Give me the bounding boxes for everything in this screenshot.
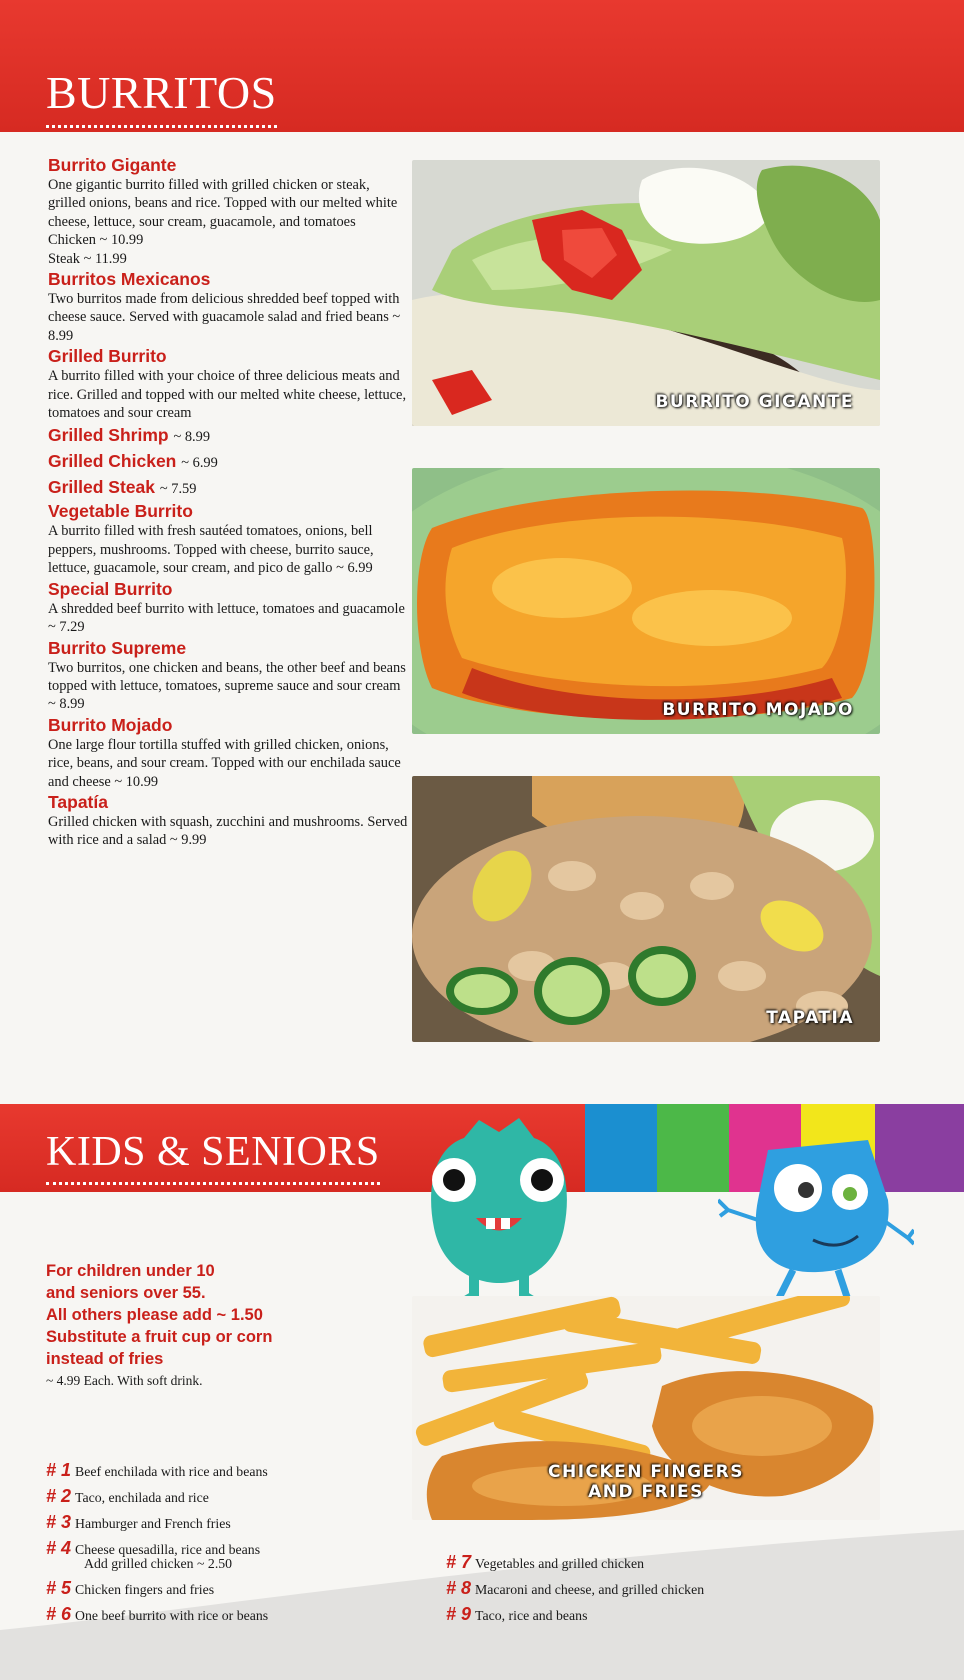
note-line: All others please add ~ 1.50 xyxy=(46,1306,263,1324)
item-price: ~ 7.59 xyxy=(159,481,197,498)
color-strip-blue xyxy=(585,1104,657,1192)
combo-number: # 5 xyxy=(46,1578,72,1598)
combo-text: One beef burrito with rice or beans xyxy=(75,1608,269,1623)
photo-label-line: AND FRIES xyxy=(588,1482,704,1502)
item-desc: One large flour tortilla stuffed with grilled chicken, onions, rice, beans, and sour cream. Topped with our enchilada sauce and cheese ~ 10.99 xyxy=(48,736,401,790)
photo-burrito-gigante xyxy=(412,160,880,426)
combo-list-right xyxy=(446,1550,704,1628)
combo-item xyxy=(446,1576,704,1602)
photo-burrito-mojado xyxy=(412,468,880,734)
combo-text: Chicken fingers and fries xyxy=(75,1582,215,1597)
item-name: Burrito Mojado xyxy=(48,714,173,735)
menu-item xyxy=(48,791,408,850)
photo-label xyxy=(412,1462,880,1502)
item-price: Chicken ~ 10.99 xyxy=(48,232,144,249)
item-name: Grilled Burrito xyxy=(48,346,167,367)
combo-number: # 1 xyxy=(46,1460,72,1480)
item-name: Special Burrito xyxy=(48,578,173,599)
combo-item xyxy=(46,1484,268,1510)
combo-extra: Add grilled chicken ~ 2.50 xyxy=(84,1556,233,1571)
photo-label: BURRITO GIGANTE xyxy=(655,392,854,412)
menu-item xyxy=(48,424,408,448)
item-name: Burrito Gigante xyxy=(48,155,177,175)
combo-item xyxy=(46,1576,268,1602)
item-name: Burritos Mexicanos xyxy=(48,269,211,290)
combo-item xyxy=(46,1510,268,1536)
menu-item xyxy=(48,268,408,345)
combo-text: Taco, rice and beans xyxy=(475,1608,588,1623)
menu-item xyxy=(48,637,408,714)
combo-number: # 2 xyxy=(46,1486,72,1506)
note-line: instead of fries xyxy=(46,1350,164,1368)
item-price: Steak ~ 11.99 xyxy=(48,250,127,267)
combo-item xyxy=(446,1602,704,1628)
item-price: ~ 6.99 xyxy=(181,455,218,472)
combo-text: Beef enchilada with rice and beans xyxy=(75,1464,268,1479)
menu-item xyxy=(48,500,408,577)
combo-list-left xyxy=(46,1458,268,1628)
item-name: Vegetable Burrito xyxy=(48,501,193,522)
photo-label: TAPATIA xyxy=(766,1008,854,1028)
burrito-mojado-image xyxy=(412,468,880,734)
blue-monster-illustration xyxy=(718,1140,914,1310)
combo-text: Taco, enchilada and rice xyxy=(75,1490,209,1505)
item-desc: Two burritos made from delicious shredded beef topped with cheese sauce. Served with guacamole salad and fried beans ~ 8.99 xyxy=(48,291,401,344)
item-name: Grilled Shrimp xyxy=(48,425,169,446)
combo-text: Macaroni and cheese, and grilled chicken xyxy=(475,1582,705,1597)
item-desc: Grilled chicken with squash, zucchini and mushrooms. Served with rice and a salad ~ 9.99 xyxy=(48,813,408,849)
combo-number: # 9 xyxy=(446,1604,472,1624)
combo-number: # 8 xyxy=(446,1578,472,1598)
menu-item xyxy=(48,714,408,791)
menu-item xyxy=(48,578,408,637)
teal-monster-illustration xyxy=(424,1118,574,1310)
combo-item xyxy=(446,1550,704,1576)
burrito-gigante-image xyxy=(412,160,880,426)
item-name: Grilled Steak xyxy=(48,477,155,498)
menu-item xyxy=(48,450,408,474)
item-desc: One gigantic burrito filled with grilled chicken or steak, grilled onions, beans and rice. Topped with our melted white cheese, lettuce, sour cream, guacamole, and tomatoes xyxy=(48,177,398,230)
combo-text: Cheese quesadilla, rice and beans xyxy=(75,1542,261,1557)
menu-item xyxy=(48,476,408,500)
note-line: and seniors over 55. xyxy=(46,1284,206,1302)
burritos-heading: BURRITOS xyxy=(46,66,277,128)
combo-item xyxy=(46,1602,268,1628)
photo-label: BURRITO MOJADO xyxy=(662,700,854,720)
combo-number: # 4 xyxy=(46,1538,72,1558)
tapatia-image xyxy=(412,776,880,1042)
item-desc: A shredded beef burrito with lettuce, tomatoes and guacamole ~ 7.29 xyxy=(48,600,405,636)
combo-item xyxy=(46,1458,268,1484)
kids-heading: KIDS & SENIORS xyxy=(46,1128,380,1185)
photo-tapatia xyxy=(412,776,880,1042)
combo-number: # 6 xyxy=(46,1604,72,1624)
item-desc: A burrito filled with your choice of three delicious meats and rice. Grilled and topped with our melted white cheese, lettuce, tomatoes and sour cream xyxy=(48,368,407,422)
kids-note xyxy=(46,1260,376,1392)
item-desc: A burrito filled with fresh sautéed tomatoes, onions, bell peppers, mushrooms. Topped with cheese, burrito sauce, lettuce, guacamole, sour cream, and pico de gallo ~ 6.99 xyxy=(48,523,374,577)
combo-text: Hamburger and French fries xyxy=(75,1516,231,1531)
item-desc: Two burritos, one chicken and beans, the other beef and beans topped with lettuce, tomatoes, supreme sauce and sour cream ~ 8.99 xyxy=(48,659,406,713)
combo-number: # 3 xyxy=(46,1512,72,1532)
note-sub: ~ 4.99 Each. With soft drink. xyxy=(46,1373,203,1388)
combo-number: # 7 xyxy=(446,1552,472,1572)
photo-chicken-fingers xyxy=(412,1296,880,1520)
menu-item xyxy=(48,154,408,268)
combo-text: Vegetables and grilled chicken xyxy=(475,1556,644,1571)
item-name: Tapatía xyxy=(48,791,108,812)
item-name: Burrito Supreme xyxy=(48,637,187,658)
photo-label-line: CHICKEN FINGERS xyxy=(547,1462,744,1482)
note-line: Substitute a fruit cup or corn xyxy=(46,1328,273,1346)
menu-item xyxy=(48,345,408,422)
burrito-list xyxy=(48,154,408,850)
note-line: For children under 10 xyxy=(46,1262,215,1280)
item-price: ~ 8.99 xyxy=(173,429,211,446)
item-name: Grilled Chicken xyxy=(48,451,177,472)
